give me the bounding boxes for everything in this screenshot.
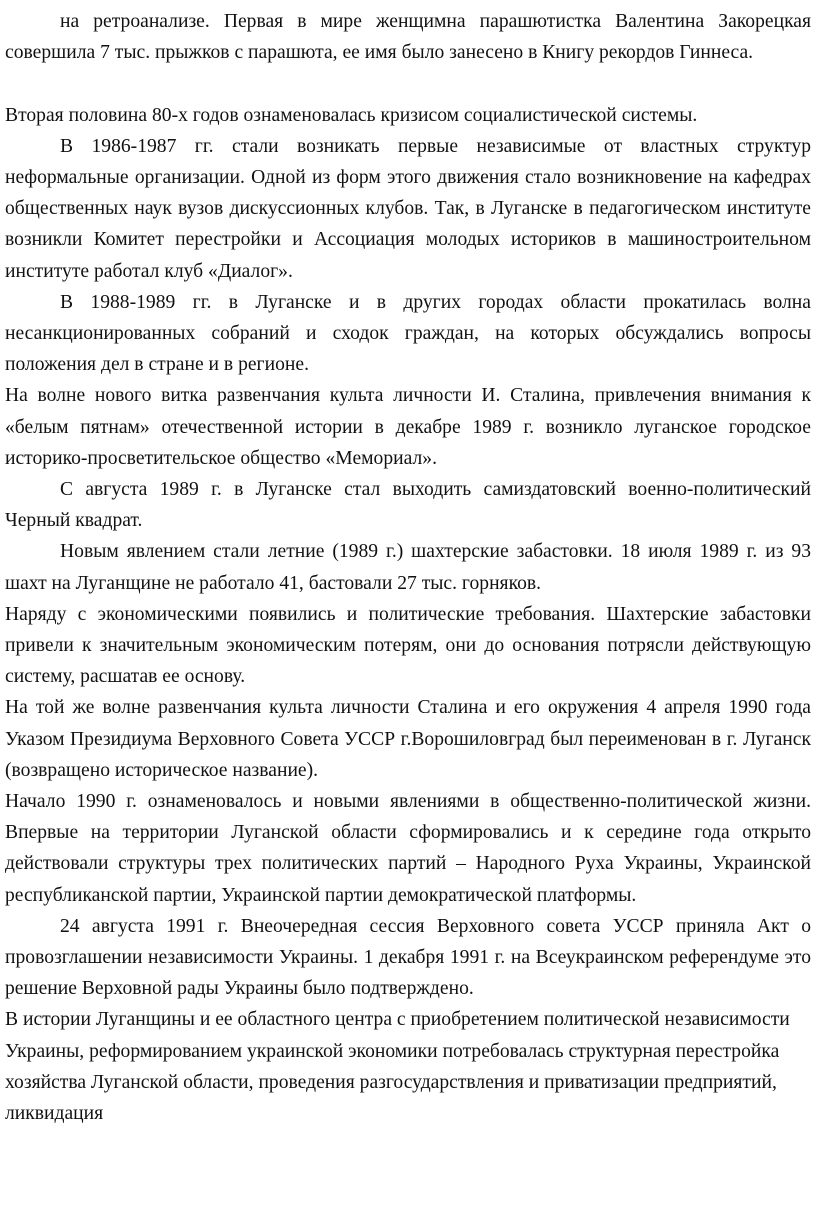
paragraph-miners-strikes: Новым явлением стали летние (1989 г.) шахтерские забастовки. 18 июля 1989 г. из 93 шахт на Луганщине не работало 41, бастовали 27 тыс. горняков. xyxy=(5,541,811,594)
paragraph-memorial-society: На волне нового витка развенчания культа личности И. Сталина, привлечения внимания к «белым пятнам» отечественной истории в декабре 1989 г. возникло луганское городское историко-просветительское общество «Мемориал». xyxy=(5,385,811,469)
paragraph-political-parties: Начало 1990 г. ознаменовалось и новыми явлениями в общественно-политической жизни. Впервые на территории Луганской области сформировались и к середине года открыто действовали структуры трех политических партий – Народного Руха Украины, Украинской республиканской партии, Украинской партии демократической платформы. xyxy=(5,791,811,906)
paragraph-economic-restructuring: В истории Луганщины и ее областного центра с приобретением политической независимости Украины, реформированием украинской экономики потребовалась структурная перестройка хозяйства Луганской области, проведения разгосударствления и приватизации предприятий, ликвидация xyxy=(5,1009,790,1125)
paragraph-parachutist-record: на ретроанализе. Первая в мире женщимна парашютистка Валентина Закорецкая совершила 7 тыс. прыжков с парашюта, ее имя было занесено в Книгу рекордов Гиннеса. xyxy=(5,11,811,64)
paragraph-city-renamed: На той же волне развенчания культа личности Сталина и его окружения 4 апреля 1990 года Указом Президиума Верховного Совета УССР г.Ворошиловград был переименован в г. Луганск (возвращено историческое название). xyxy=(5,697,811,781)
paragraph-crisis-80s: Вторая половина 80-х годов ознаменовалась кризисом социалистической системы. xyxy=(5,104,698,126)
paragraph-informal-organizations: В 1986-1987 гг. стали возникать первые независимые от властных структур неформальные организации. Одной из форм этого движения стало возникновение на кафедрах общественных наук вузов дискуссионных клубов. Так, в Луганске в педагогическом институте возникли Комитет перестройки и Ассоциация молодых историков в машиностроительном институте работал клуб «Диалог». xyxy=(5,135,811,282)
paragraph-samizdat: С августа 1989 г. в Луганске стал выходить самиздатовский военно-политический Черный квадрат. xyxy=(5,479,811,532)
paragraph-political-demands: Наряду с экономическими появились и политические требования. Шахтерские забастовки привели к значительным экономическим потерям, они до основания потрясли действующую систему, расшатав ее основу. xyxy=(5,603,811,688)
paragraph-independence-act: 24 августа 1991 г. Внеочередная сессия Верховного совета УССР приняла Акт о провозглашении независимости Украины. 1 декабря 1991 г. на Всеукраинском референдуме это решение Верховной рады Украины было подтверждено. xyxy=(5,915,811,1000)
paragraph-unsanctioned-gatherings: В 1988-1989 гг. в Луганске и в других городах области прокатилась волна несанкционированных собраний и сходок граждан, на которых обсуждались вопросы положения дел в стране и в регионе. xyxy=(5,291,811,376)
